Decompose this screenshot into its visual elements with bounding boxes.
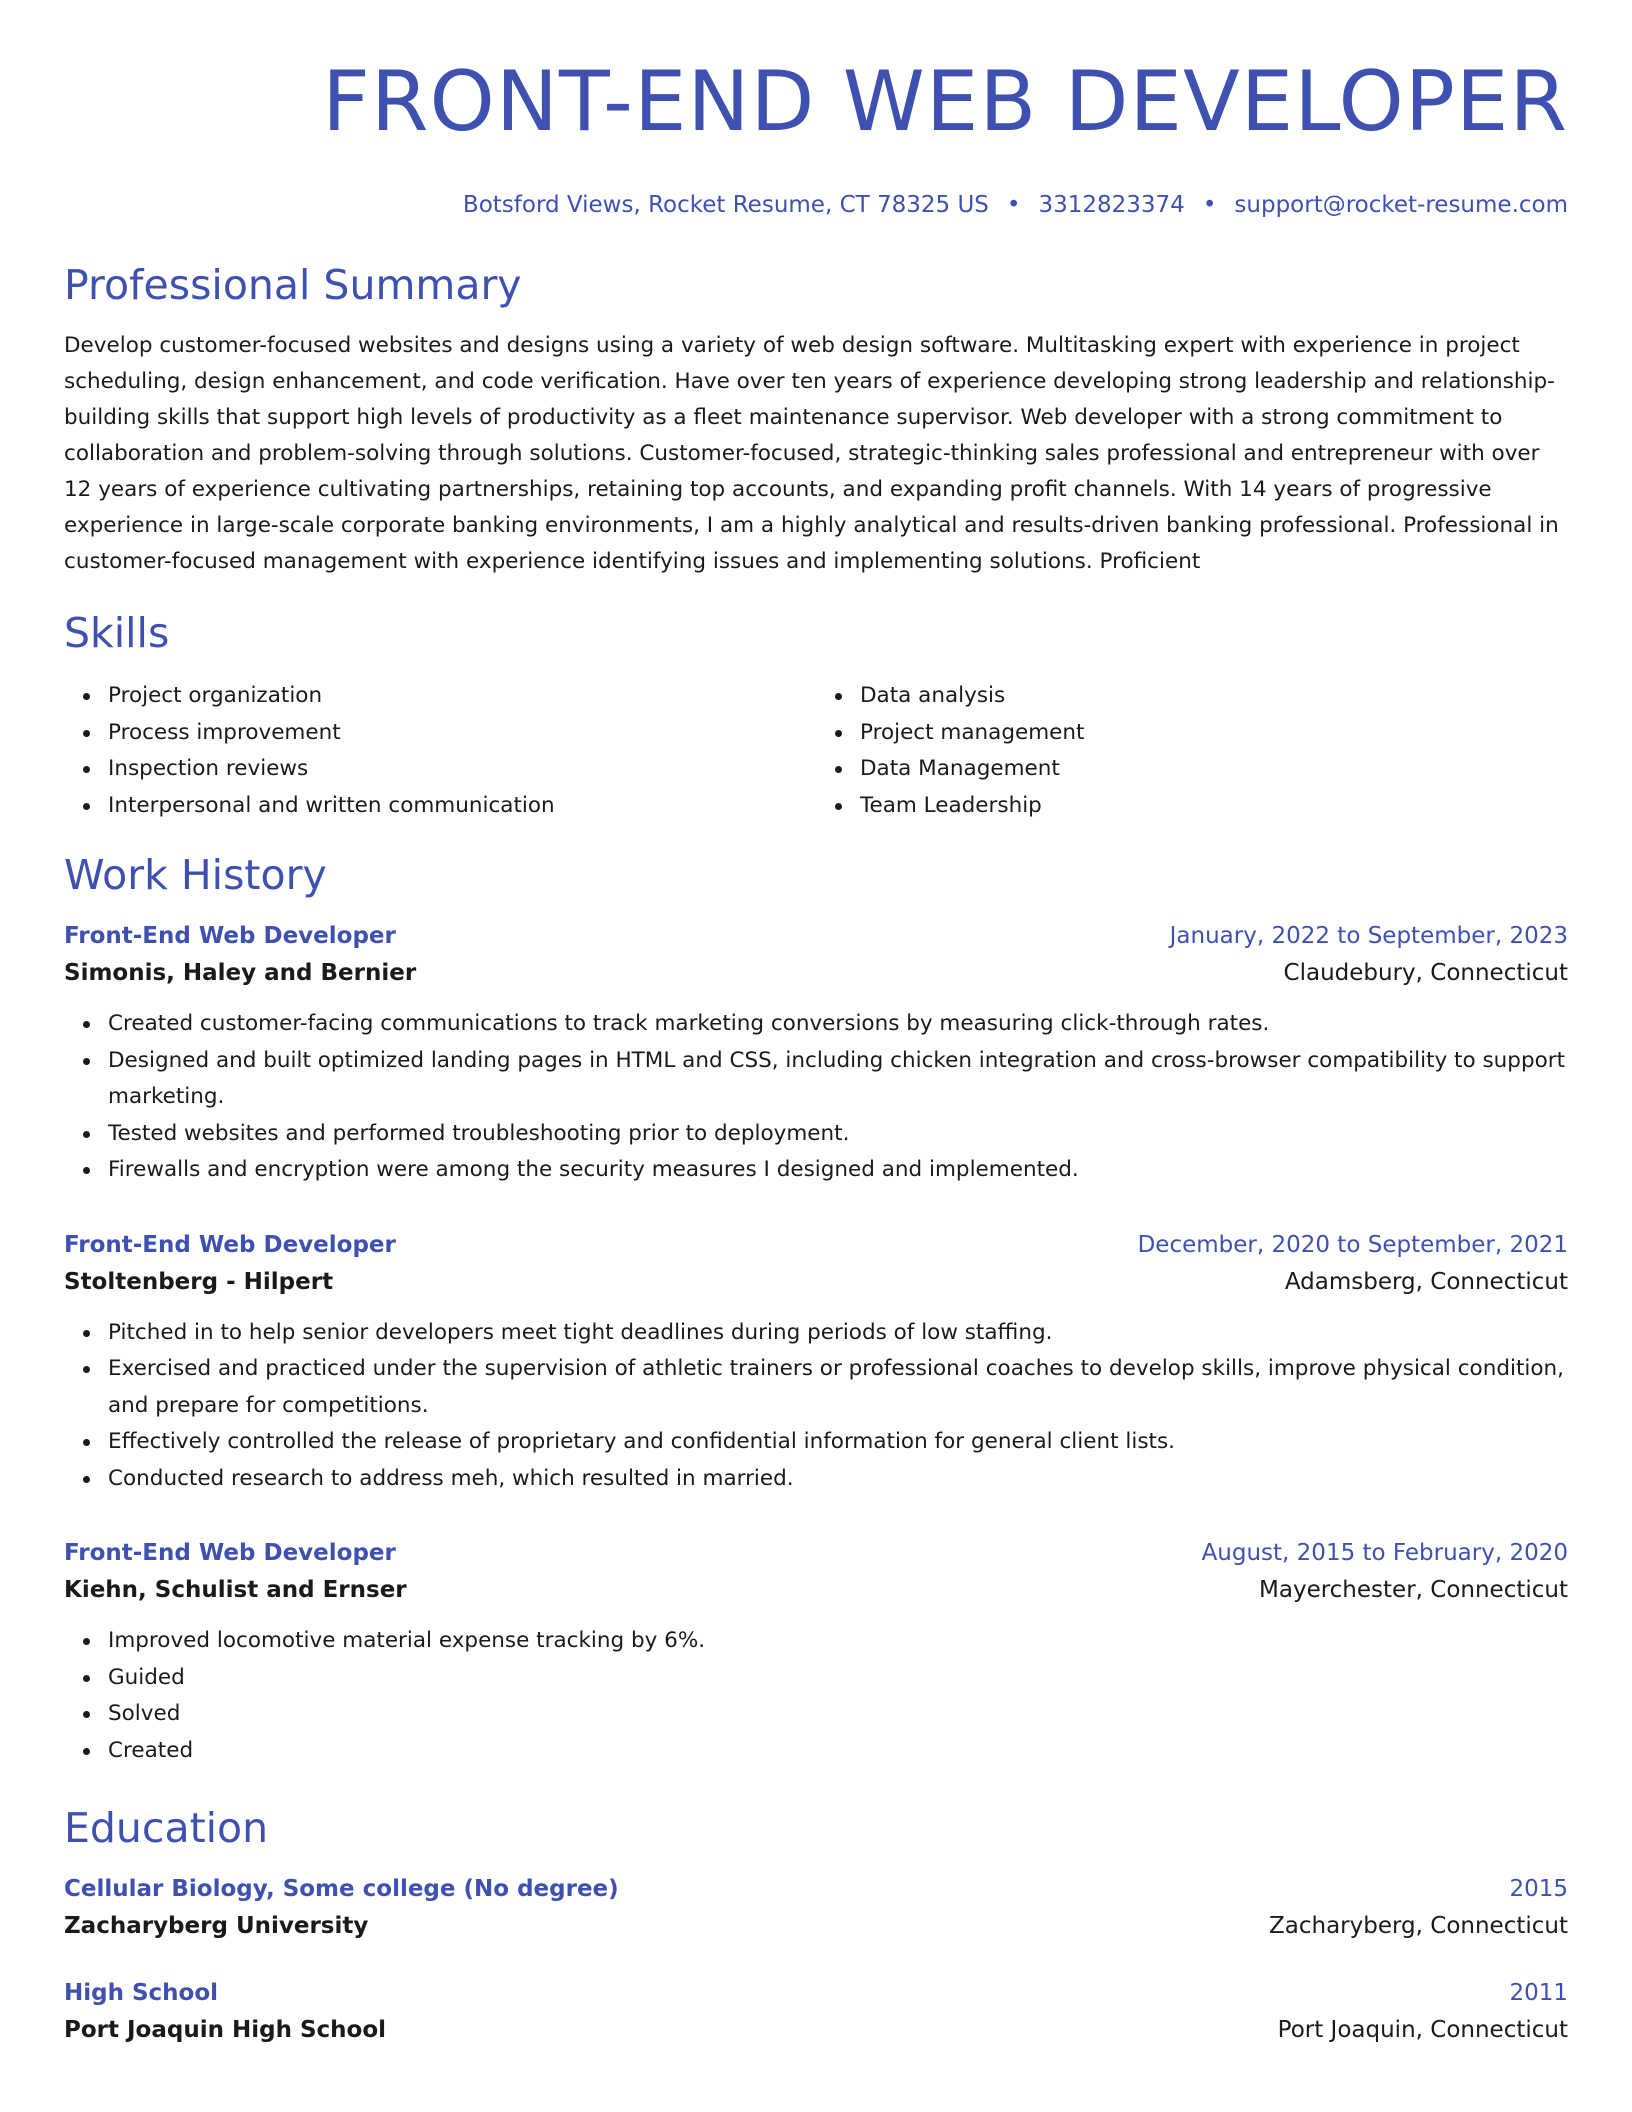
job-bullet: Pitched in to help senior developers meet tight deadlines during periods of low staffing.: [108, 1315, 1568, 1352]
contact-line: [64, 190, 1568, 220]
section-title-summary: Professional Summary: [64, 261, 522, 309]
education-degree: Cellular Biology, Some college (No degree): [64, 1876, 619, 1902]
candidate-name: FRONT-END WEB DEVELOPER: [322, 53, 1568, 150]
section-title-skills: Skills: [64, 609, 170, 657]
job-title: Front-End Web Developer: [64, 923, 396, 949]
job-company: Simonis, Haley and Bernier: [64, 960, 417, 986]
separator-dot: •: [1202, 192, 1217, 218]
job-title: Front-End Web Developer: [64, 1540, 396, 1566]
job-bullet: Exercised and practiced under the supervision of athletic trainers or professional coaches to develop skills, improve physical condition, and prepare for competitions.: [108, 1351, 1568, 1424]
skill-item: Project management: [860, 715, 1568, 752]
education-school: Port Joaquin High School: [64, 2017, 387, 2043]
education-school-row: [64, 2011, 1568, 2049]
education-entry: [64, 1871, 1568, 1945]
education-location: Zacharyberg, Connecticut: [1269, 1913, 1568, 1939]
job-bullet: Tested websites and performed troubleshooting prior to deployment.: [108, 1116, 1568, 1153]
job-entry: [64, 1535, 1568, 1769]
skill-item: Interpersonal and written communication: [108, 788, 816, 825]
job-dates: August, 2015 to February, 2020: [1201, 1540, 1568, 1566]
job-title: Front-End Web Developer: [64, 1231, 396, 1258]
job-dates: December, 2020 to September, 2021: [1137, 1231, 1568, 1258]
job-bullets: [64, 1315, 1568, 1498]
resume-header: [64, 0, 1568, 220]
job-bullet: Firewalls and encryption were among the security measures I designed and implemented.: [108, 1152, 1568, 1189]
education-school: Zacharyberg University: [64, 1913, 369, 1939]
contact-address: Botsford Views, Rocket Resume, CT 78325 US: [462, 192, 989, 218]
section-title-work: Work History: [64, 851, 327, 899]
education-degree: High School: [64, 1980, 219, 2006]
skill-item: Inspection reviews: [108, 751, 816, 788]
job-bullet: Conducted research to address meh, which resulted in married.: [108, 1461, 1568, 1498]
job-bullet: Effectively controlled the release of proprietary and confidential information for general client lists.: [108, 1424, 1568, 1461]
skills-section: [64, 608, 1568, 824]
separator-dot: •: [1006, 192, 1021, 218]
section-title-education: Education: [64, 1804, 269, 1852]
skills-column-right: [816, 678, 1568, 824]
education-header-row: [64, 1871, 1568, 1907]
education-entry: [64, 1975, 1568, 2049]
skill-item: Data analysis: [860, 678, 1568, 715]
job-bullets: [64, 1006, 1568, 1189]
job-bullet: Improved locomotive material expense tracking by 6%.: [108, 1623, 1568, 1660]
job-company: Kiehn, Schulist and Ernser: [64, 1577, 407, 1603]
education-year: 2011: [1509, 1980, 1568, 2006]
job-location: Adamsberg, Connecticut: [1284, 1268, 1568, 1295]
job-header-row: [64, 918, 1568, 954]
job-company-row: [64, 954, 1568, 992]
job-bullet: Guided: [108, 1660, 1568, 1697]
education-location: Port Joaquin, Connecticut: [1277, 2017, 1568, 2043]
skill-item: Team Leadership: [860, 788, 1568, 825]
job-company-row: [64, 1263, 1568, 1301]
job-bullet: Created: [108, 1733, 1568, 1770]
education-section: [64, 1803, 1568, 2049]
job-bullets: [64, 1623, 1568, 1769]
education-school-row: [64, 1907, 1568, 1945]
job-header-row: [64, 1227, 1568, 1263]
skill-item: Data Management: [860, 751, 1568, 788]
job-location: Claudebury, Connecticut: [1283, 960, 1568, 986]
job-entry: [64, 918, 1568, 1189]
job-header-row: [64, 1535, 1568, 1571]
summary-section: [64, 260, 1568, 580]
skill-item: Project organization: [108, 678, 816, 715]
skills-column-left: [64, 678, 816, 824]
job-company-row: [64, 1571, 1568, 1609]
job-dates: January, 2022 to September, 2023: [1169, 923, 1568, 949]
job-entry: [64, 1227, 1568, 1498]
job-company: Stoltenberg - Hilpert: [64, 1268, 334, 1295]
contact-phone: 3312823374: [1038, 192, 1185, 218]
job-bullet: Created customer-facing communications to track marketing conversions by measuring click-through rates.: [108, 1006, 1568, 1043]
education-year: 2015: [1509, 1876, 1568, 1902]
job-bullet: Solved: [108, 1696, 1568, 1733]
education-header-row: [64, 1975, 1568, 2011]
job-bullet: Designed and built optimized landing pages in HTML and CSS, including chicken integration and cross-browser compatibility to support marketing.: [108, 1043, 1568, 1116]
skill-item: Process improvement: [108, 715, 816, 752]
job-location: Mayerchester, Connecticut: [1259, 1577, 1568, 1603]
skills-grid: [64, 678, 1568, 824]
summary-text: Develop customer-focused websites and designs using a variety of web design software. Multitasking expert with experience in project scheduling, design enhancement, and code verification. Have over ten years of experience developing strong leadership and relationship-building skills that support high levels of productivity as a fleet maintenance supervisor. Web developer with a strong commitment to collaboration and problem-solving through solutions. Customer-focused, strategic-thinking sales professional and entrepreneur with over 12 years of experience cultivating partnerships, retaining top accounts, and expanding profit channels. With 14 years of progressive experience in large-scale corporate banking environments, I am a highly analytical and results-driven banking professional. Professional in customer-focused management with experience identifying issues and implementing solutions. Proficient: [64, 333, 1559, 574]
contact-email[interactable]: support@rocket-resume.com: [1234, 192, 1568, 218]
work-history-section: [64, 850, 1568, 1769]
